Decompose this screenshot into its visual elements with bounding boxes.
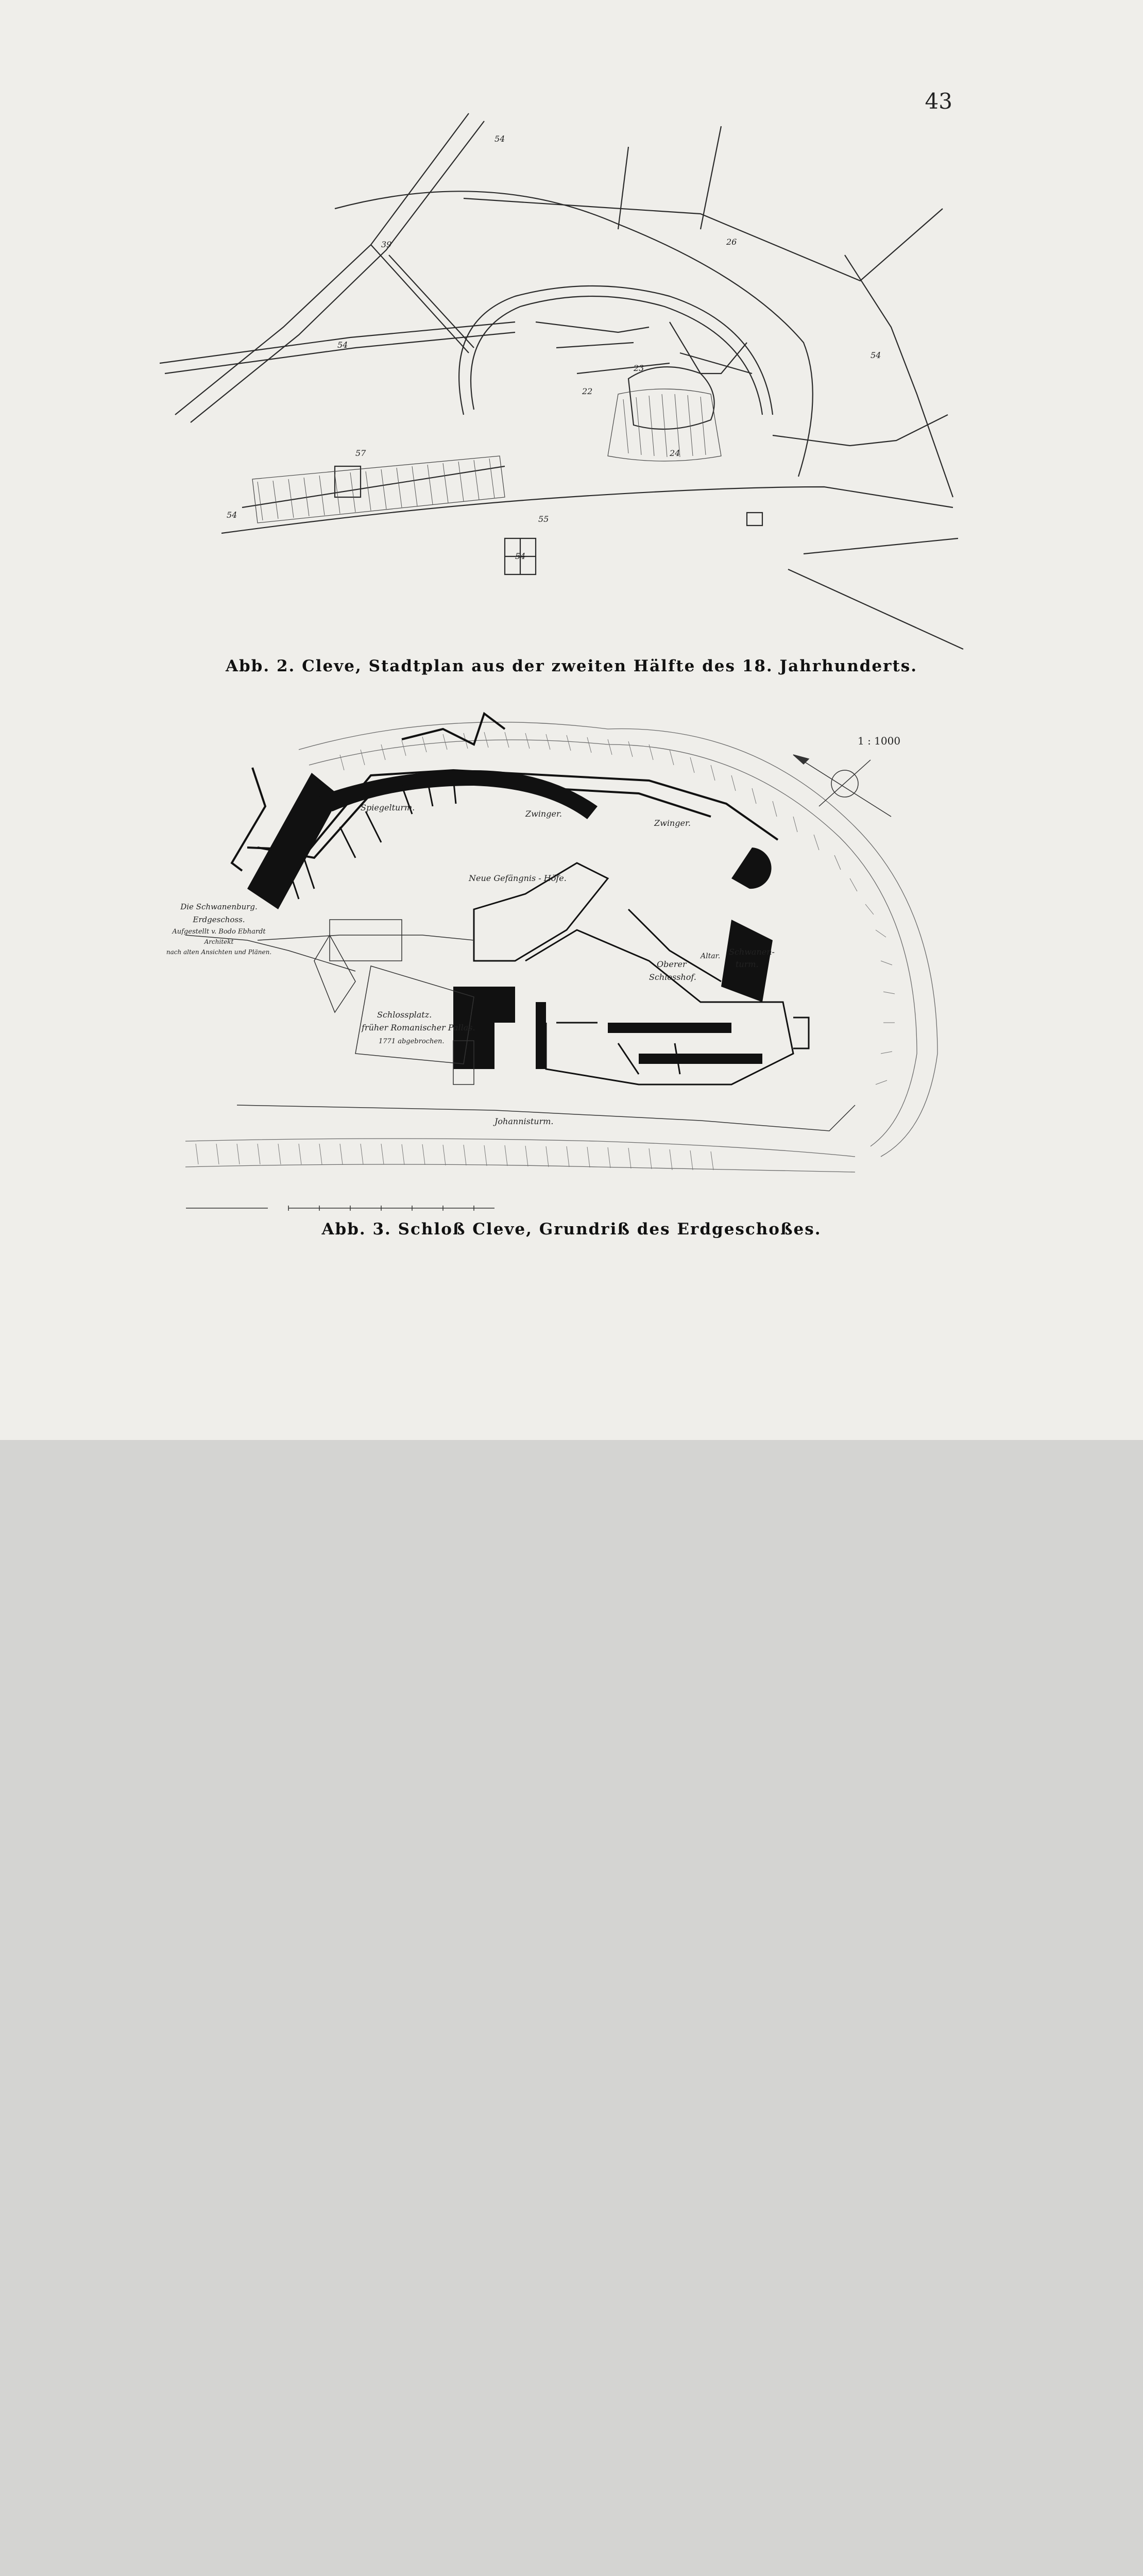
- legend-title: Die Schwanenburg.: [180, 902, 258, 911]
- legend-line-3: Aufgestellt v. Bodo Ebhardt: [172, 928, 266, 936]
- svg-text:24: 24: [670, 448, 680, 458]
- legend-line-5: nach alten Ansichten und Plänen.: [166, 948, 272, 956]
- label-zwinger-2: Zwinger.: [654, 818, 691, 828]
- svg-text:22: 22: [582, 386, 593, 396]
- label-altar: Altar.: [701, 952, 721, 960]
- label-gefaengnis: Neue Gefängnis - Höfe.: [469, 873, 567, 883]
- label-zwinger-1: Zwinger.: [525, 809, 562, 819]
- label-pallas: früher Romanischer Pallas.: [362, 1023, 475, 1032]
- figure3-caption: Abb. 3. Schloß Cleve, Grundriß des Erdgeschoßes.: [321, 1220, 822, 1239]
- svg-text:23: 23: [634, 363, 644, 373]
- svg-text:54: 54: [871, 350, 881, 360]
- castle-plan-figure: [166, 693, 958, 1218]
- legend-line-4: Architekt: [204, 938, 234, 945]
- town-plan-figure: [155, 106, 963, 659]
- svg-text:54: 54: [227, 510, 237, 520]
- svg-text:39: 39: [381, 240, 392, 249]
- label-johannisturm: Johannisturm.: [494, 1116, 554, 1126]
- footer-bar: [0, 1440, 1143, 1533]
- svg-text:54: 54: [337, 340, 348, 350]
- svg-text:55: 55: [538, 514, 549, 524]
- scale-label: 1 : 1000: [858, 735, 901, 747]
- page-number: 43: [925, 89, 952, 114]
- label-turm: turm.: [736, 959, 759, 969]
- label-oberer: Oberer: [657, 959, 687, 969]
- label-abgebrochen: 1771 abgebrochen.: [379, 1038, 445, 1045]
- figure2-caption: Abb. 2. Cleve, Stadtplan aus der zweiten Hälfte des 18. Jahrhunderts.: [225, 657, 918, 675]
- svg-text:26: 26: [726, 237, 737, 247]
- svg-text:57: 57: [355, 448, 366, 458]
- label-schlosshof: Schlosshof.: [649, 972, 696, 982]
- label-schwanen: Schwanen-: [729, 947, 775, 957]
- label-spiegelturm: Spiegelturm.: [361, 803, 415, 812]
- svg-text:54: 54: [494, 134, 505, 144]
- label-schlossplatz: Schlossplatz.: [377, 1010, 432, 1020]
- legend-line-2: Erdgeschoss.: [193, 915, 245, 924]
- svg-text:54: 54: [515, 551, 526, 561]
